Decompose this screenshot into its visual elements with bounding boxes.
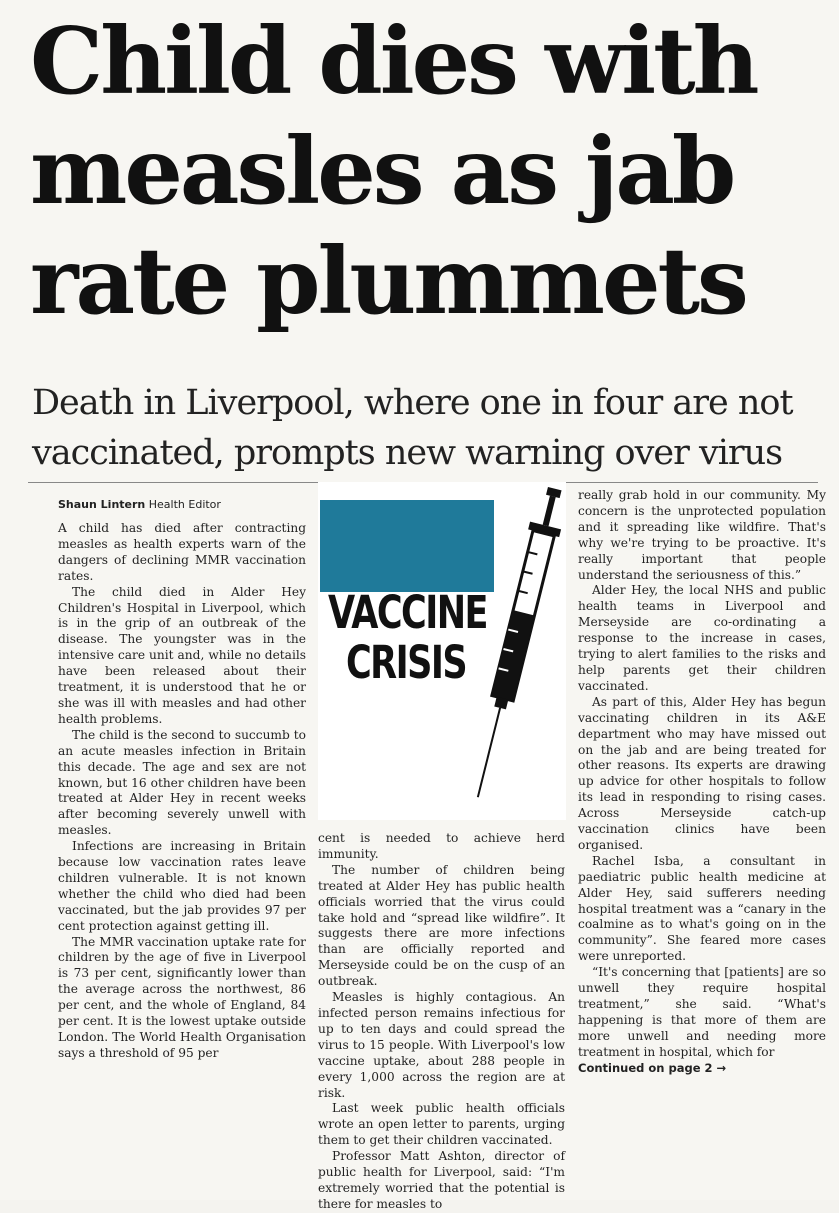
standfirst-line-2: vaccinated, prompts new warning over virus bbox=[32, 433, 783, 473]
graphic-line-2: CRISIS bbox=[345, 636, 467, 689]
article-column-3 bbox=[578, 488, 826, 1077]
headline-line-3: rate plummets bbox=[30, 227, 746, 335]
headline-line-1: Child dies with bbox=[30, 7, 757, 115]
paragraph: The MMR vaccination uptake rate for children by the age of five in Liverpool is 73 per cent, significantly lower than the average across the northwest, 86 per cent, and the whole of England, 84 per cent. It is the lowest uptake outside London. The World Health Organisation says a threshold of 95 per bbox=[58, 934, 306, 1060]
paragraph: really grab hold in our community. My concern is the unprotected population and it spreading like wildfire. That's why we're trying to be proactive. It's really important that people understand the seriousness of this.” bbox=[578, 488, 826, 582]
continued-link[interactable]: Continued on page 2 → bbox=[578, 1060, 727, 1075]
vaccine-crisis-label bbox=[328, 586, 487, 689]
byline-role: Health Editor bbox=[148, 498, 221, 511]
byline-author: Shaun Lintern bbox=[58, 498, 146, 511]
vaccine-crisis-graphic bbox=[318, 482, 566, 820]
article-column-1 bbox=[58, 497, 306, 1062]
paragraph: “It's concerning that [patients] are so unwell they require hospital treatment,” she said. “What's happening is that more of them are more unwell and needing more treatment in hospital, which for bbox=[578, 965, 826, 1059]
headline-line-2: measles as jab bbox=[30, 117, 734, 225]
graphic-line-1: VACCINE bbox=[328, 586, 487, 639]
paragraph: The child died in Alder Hey Children's Hospital in Liverpool, which is in the grip of an outbreak of the disease. The youngster was in the intensive care unit and, while no details have been released about their treatment, it is understood that he or she was ill with measles and had other health problems. bbox=[58, 584, 306, 726]
paragraph: The number of children being treated at Alder Hey has public health officials worried that the virus could take hold and “spread like wildfire”. It suggests there are more infections than are officially reported and Merseyside could be on the cusp of an outbreak. bbox=[318, 862, 565, 989]
paragraph: Alder Hey, the local NHS and public health teams in Liverpool and Merseyside are co-ordinating a response to the increase in cases, trying to alert families to the risks and help parents get their children vaccinated. bbox=[578, 583, 826, 693]
paragraph: Last week public health officials wrote an open letter to parents, urging them to get their children vaccinated. bbox=[318, 1101, 565, 1148]
paragraph: Infections are increasing in Britain because low vaccination rates leave children vulnerable. It is not known whether the child who died had been vaccinated, but the jab provides 97 per cent protection against getting ill. bbox=[58, 839, 306, 933]
headline bbox=[30, 6, 830, 336]
article-column-2 bbox=[318, 831, 565, 1213]
paragraph: Measles is highly contagious. An infected person remains infectious for up to ten days and could spread the virus to 15 people. With Liverpool's low vaccine uptake, about 288 people in every 1,000 across the region are at risk. bbox=[318, 990, 565, 1100]
paragraph: Professor Matt Ashton, director of public health for Liverpool, said: “I'm extremely worried that the potential is there for measles to bbox=[318, 1149, 565, 1211]
paragraph: The child is the second to succumb to an acute measles infection in Britain this decade. The age and sex are not known, but 16 other children have been treated at Alder Hey in recent weeks after becoming severely unwell with measles. bbox=[58, 727, 306, 838]
standfirst bbox=[32, 378, 822, 478]
standfirst-line-1: Death in Liverpool, where one in four are not bbox=[32, 383, 793, 423]
byline bbox=[58, 497, 306, 513]
paragraph: cent is needed to achieve herd immunity. bbox=[318, 831, 565, 861]
paragraph: A child has died after contracting measles as health experts warn of the dangers of declining MMR vaccination rates. bbox=[58, 521, 306, 583]
paragraph: Rachel Isba, a consultant in paediatric public health medicine at Alder Hey, said sufferers needing hospital treatment was a “canary in the coalmine as to what's going on in the community”. She feared more cases were unreported. bbox=[578, 853, 826, 964]
paragraph: As part of this, Alder Hey has begun vaccinating children in its A&E department who may have missed out on the jab and are being treated for other reasons. Its experts are drawing up advice for other hospitals to follow its lead in responding to rising cases. Across Merseyside catch-up vaccination clinics have been organised. bbox=[578, 694, 826, 852]
